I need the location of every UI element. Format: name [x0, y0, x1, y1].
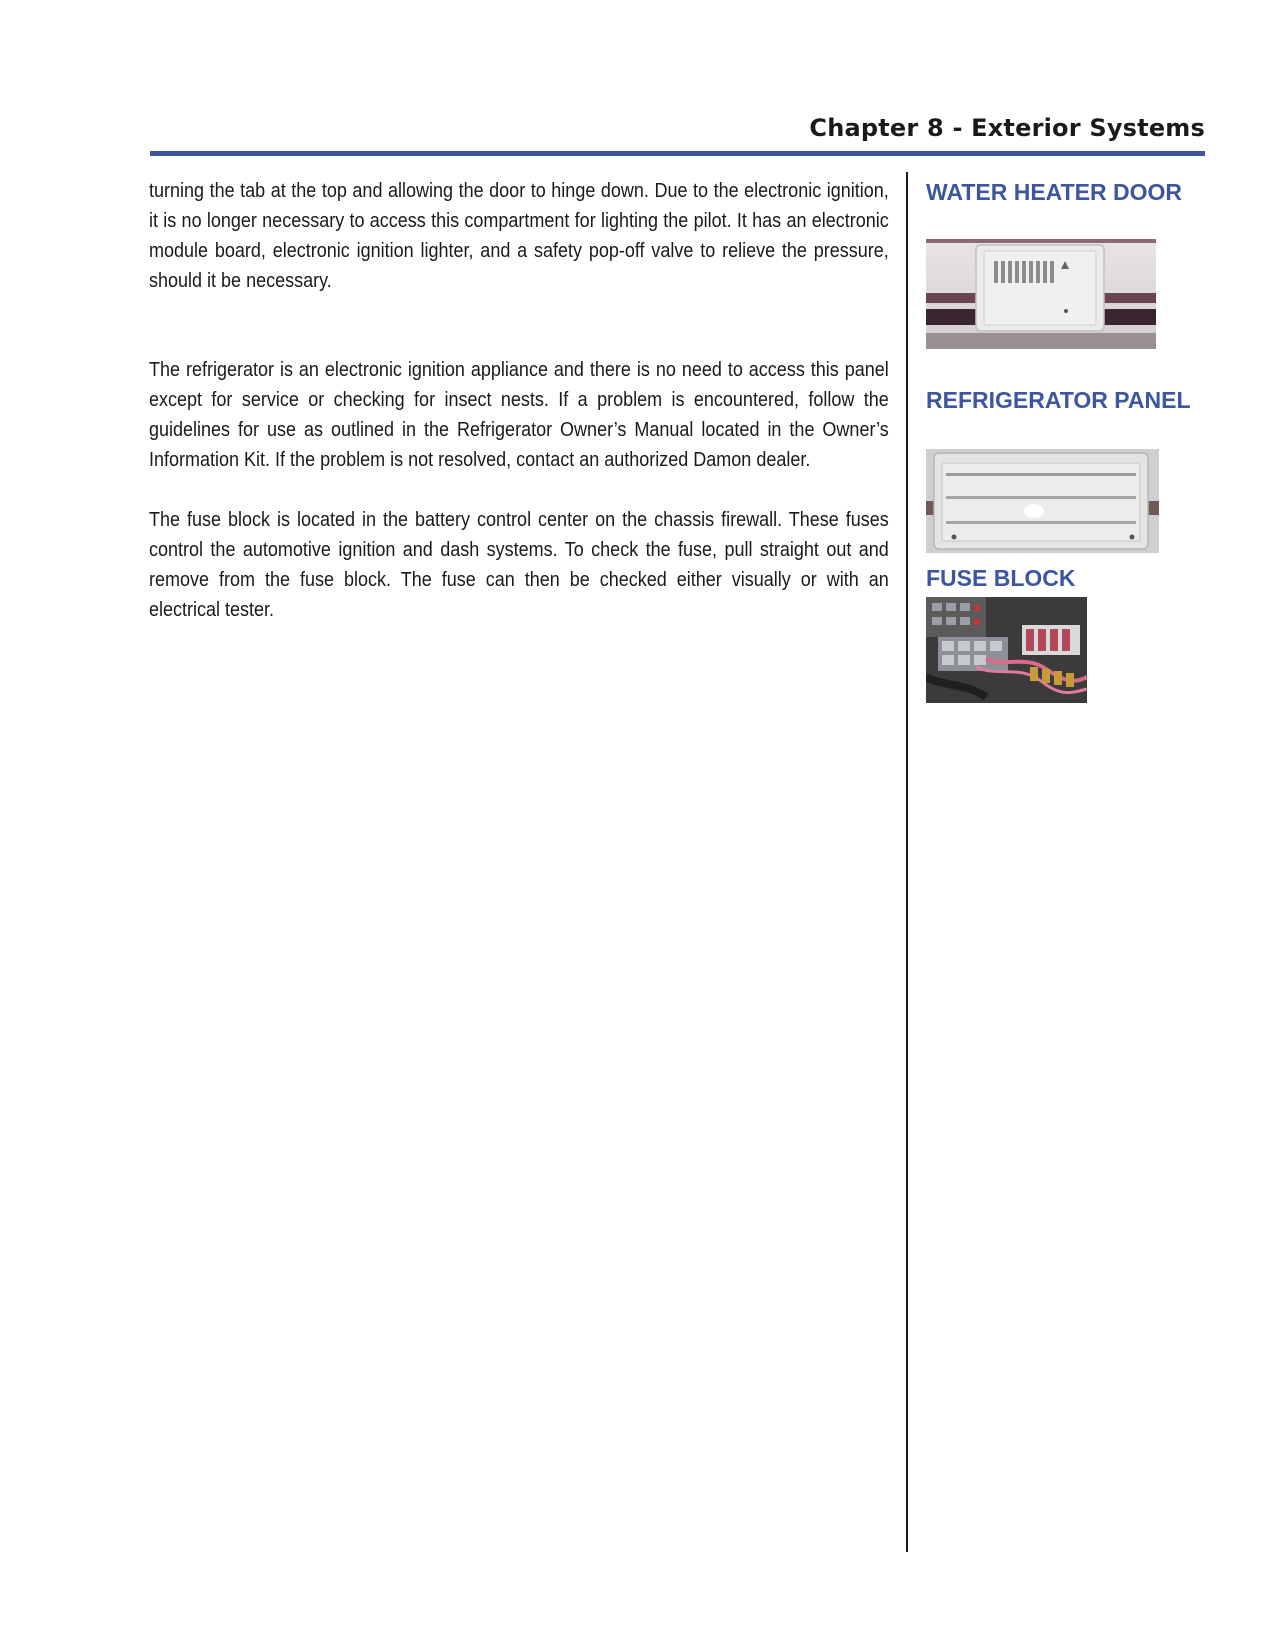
fuse-block-photo: [926, 597, 1087, 703]
fuse-block-heading: FUSE BLOCK: [926, 565, 1076, 591]
refrigerator-paragraph: The refrigerator is an electronic ignition appliance and there is no need to access this panel except for service or checking for insect nests. If a problem is encountered, follow the guidelines for use as outlined in the Refrigerator Owner’s Manual located in the Owner’s Information Kit. If the problem is not resolved, contact an authorized Damon dealer.: [149, 359, 889, 471]
header-rule: [150, 151, 1205, 156]
chapter-title: Chapter 8 - Exterior Systems: [809, 114, 1205, 142]
refrigerator-panel-heading: REFRIGERATOR PANEL: [926, 387, 1191, 413]
water-heater-door-photo: [926, 239, 1156, 349]
main-text-column: [149, 176, 889, 625]
column-divider: [906, 172, 908, 1552]
fuse-block-paragraph: The fuse block is located in the battery control center on the chassis firewall. These fuses control the automotive ignition and dash systems. To check the fuse, pull straight out and remove from the fuse block. The fuse can then be checked either visually or with an electrical tester.: [149, 509, 889, 621]
water-heater-paragraph: turning the tab at the top and allowing the door to hinge down. Due to the electronic ignition, it is no longer necessary to access this compartment for lighting the pilot. It has an electronic module board, electronic ignition lighter, and a safety pop-off valve to relieve the pressure, should it be necessary.: [149, 180, 889, 292]
refrigerator-panel-photo: [926, 449, 1159, 553]
water-heater-door-heading: WATER HEATER DOOR: [926, 179, 1182, 205]
